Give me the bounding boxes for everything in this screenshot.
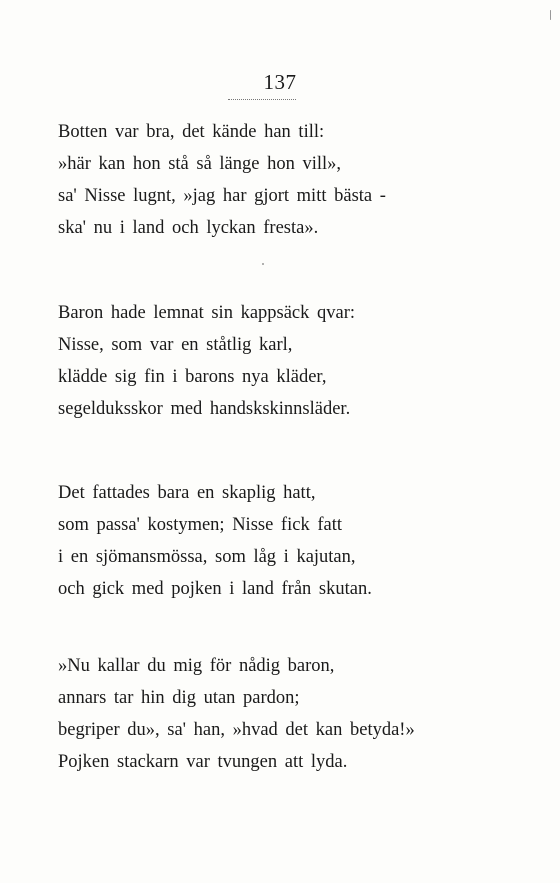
paper-speck xyxy=(550,10,551,20)
verse-line: i en sjömansmössa, som låg i kajutan, xyxy=(58,547,356,567)
verse-line: Botten var bra, det kände han till: xyxy=(58,122,325,142)
verse-line: och gick med pojken i land från skutan. xyxy=(58,579,372,599)
verse-line: annars tar hin dig utan pardon; xyxy=(58,688,300,708)
page-number: 137 xyxy=(263,70,297,94)
verse-line: »Nu kallar du mig för nådig baron, xyxy=(58,656,335,676)
verse-line: som passa' kostymen; Nisse fick fatt xyxy=(58,515,342,535)
verse-line: begriper du», sa' han, »hvad det kan betyda!» xyxy=(58,720,415,740)
verse-line: Pojken stackarn var tvungen att lyda. xyxy=(58,752,348,772)
verse-line: Nisse, som var en ståtlig karl, xyxy=(58,335,293,355)
stanza-2 xyxy=(58,297,538,425)
stanza-3 xyxy=(58,477,538,605)
verse-line: »här kan hon stå så länge hon vill», xyxy=(58,154,342,174)
verse-line: Baron hade lemnat sin kappsäck qvar: xyxy=(58,303,356,323)
verse-line: klädde sig fin i barons nya kläder, xyxy=(58,367,327,387)
verse-line: ska' nu i land och lyckan fresta». xyxy=(58,218,319,238)
header-rule xyxy=(228,99,296,100)
verse-line: sa' Nisse lugnt, »jag har gjort mitt bästa - xyxy=(58,186,386,206)
stanza-1 xyxy=(58,116,538,244)
verse-line: segelduksskor med handskskinnsläder. xyxy=(58,399,351,419)
stanza-4 xyxy=(58,650,538,778)
paper-speck xyxy=(262,263,264,265)
verse-line: Det fattades bara en skaplig hatt, xyxy=(58,483,316,503)
